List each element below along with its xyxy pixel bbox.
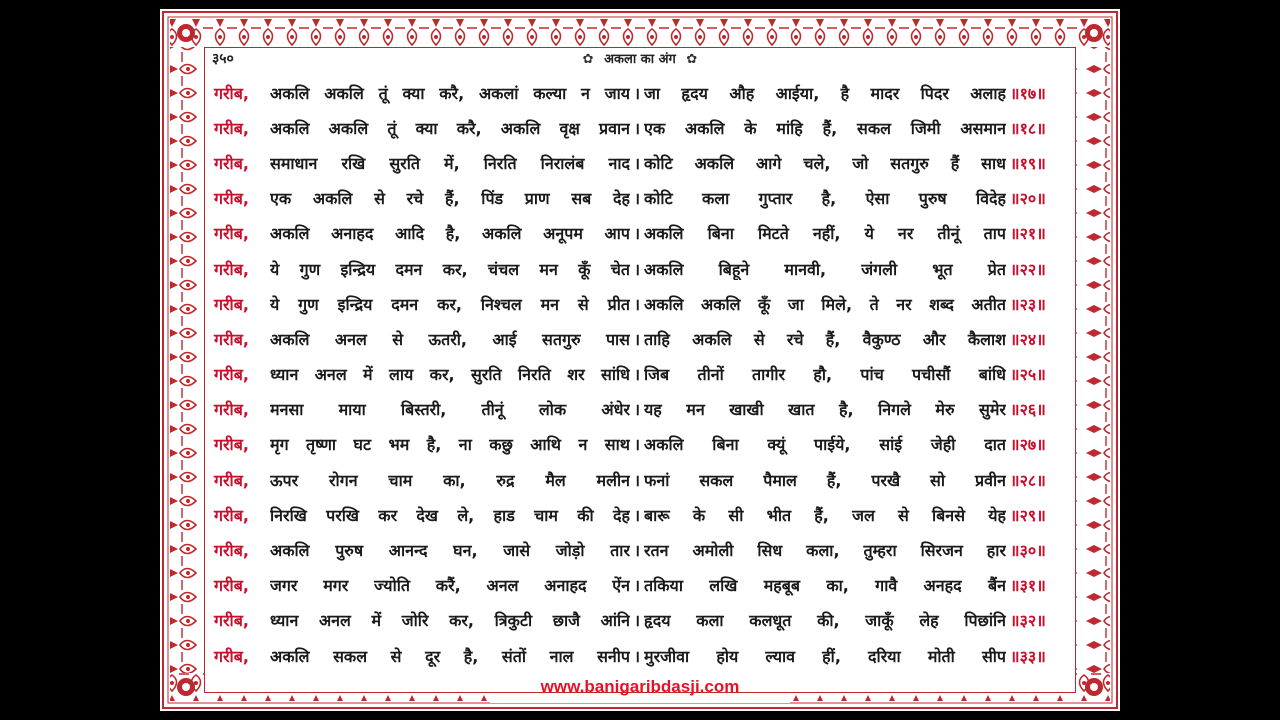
verse-second-half: हृदय कला कलधूत की, जाकूँ लेह पिछांनि xyxy=(644,611,1006,631)
verse-row xyxy=(214,75,1070,110)
verse-second-half: यह मन खाखी खात है, निगले मेरु सुमेर xyxy=(644,400,1006,420)
verse-row xyxy=(214,251,1070,286)
verse-second-half: जा हृदय औह आईया, है मादर पिदर अलाह xyxy=(644,83,1006,103)
verse-poet: गरीब, xyxy=(214,189,249,209)
verse-number: ॥१८॥ xyxy=(1010,118,1046,138)
verse-first-half: ध्यान अनल में लाय कर, सुरति निरति शर सांधि xyxy=(270,365,630,385)
verse-first-half: ऊपर रोगन चाम का, रुद्र मैल मलीन xyxy=(270,470,630,490)
verse-first-half: एक अकलि से रचे हैं, पिंड प्राण सब देह xyxy=(270,189,630,209)
verse-number: ॥२३॥ xyxy=(1010,294,1046,314)
verse-number: ॥२५॥ xyxy=(1010,365,1046,385)
verse-second-half: मुरजीवा होय ल्याव हीं, दरिया मोती सीप xyxy=(644,646,1006,666)
verse-second-half: फनां सकल पैमाल हैं, परखै सो प्रवीन xyxy=(644,470,1006,490)
verse-second-half: अकलि अकलि कूँ जा मिले, ते नर शब्द अतीत xyxy=(644,294,1006,314)
verse-poet: गरीब, xyxy=(214,118,249,138)
verse-second-half: अकलि बिना क्यूं पाईये, सांई जेही दात xyxy=(644,435,1006,455)
verse-first-half: निरखि परखि कर देख ले, हाड चाम की देह xyxy=(270,505,630,525)
verse-separator: । xyxy=(633,224,641,244)
verse-second-half: बारू के सी भीत हैं, जल से बिनसे येह xyxy=(644,505,1006,525)
verse-poet: गरीब, xyxy=(214,505,249,525)
verse-separator: । xyxy=(633,576,641,596)
website-url[interactable]: www.banigaribdasji.com xyxy=(540,677,740,696)
verse-first-half: समाधान रखि सुरति में, निरति निरालंब नाद xyxy=(270,153,630,173)
verse-poet: गरीब, xyxy=(214,83,249,103)
verse-number: ॥१७॥ xyxy=(1010,83,1046,103)
verse-second-half: रतन अमोली सिध कला, तुम्हरा सिरजन हार xyxy=(644,541,1006,561)
verse-row xyxy=(214,286,1070,321)
verse-row xyxy=(214,532,1070,567)
verse-poet: गरीब, xyxy=(214,611,249,631)
verse-poet: गरीब, xyxy=(214,400,249,420)
scripture-page xyxy=(160,9,1120,711)
chapter-title-text: अकला का अंग xyxy=(604,52,676,67)
verse-second-half: एक अकलि के मांहि हैं, सकल जिमी असमान xyxy=(644,118,1006,138)
verse-first-half: मृग तृष्णा घट भम है, ना कछु आथि न साथ xyxy=(270,435,630,455)
verse-separator: । xyxy=(633,611,641,631)
verse-row xyxy=(214,427,1070,462)
verse-row xyxy=(214,392,1070,427)
verse-row xyxy=(214,110,1070,145)
verse-first-half: अकलि अनाहद आदि है, अकलि अनूपम आप xyxy=(270,224,630,244)
verse-number: ॥२०॥ xyxy=(1010,189,1046,209)
verse-separator: । xyxy=(633,541,641,561)
verse-separator: । xyxy=(633,505,641,525)
verse-first-half: अकलि अनल से ऊतरी, आई सतगुरु पास xyxy=(270,329,630,349)
verse-separator: । xyxy=(633,400,641,420)
verse-poet: गरीब, xyxy=(214,646,249,666)
verse-first-half: ध्यान अनल में जोरि कर, त्रिकुटी छाजै आंनि xyxy=(270,611,630,631)
verse-row xyxy=(214,462,1070,497)
verse-first-half: मनसा माया बिस्तरी, तीनूं लोक अंधेर xyxy=(270,400,630,420)
verse-first-half: अकलि सकल से दूर है, संतों नाल सनीप xyxy=(270,646,630,666)
verse-first-half: अकलि पुरुष आनन्द घन, जासे जोड़ो तार xyxy=(270,541,630,561)
verse-separator: । xyxy=(633,646,641,666)
verse-poet: गरीब, xyxy=(214,153,249,173)
verse-row xyxy=(214,181,1070,216)
verse-poet: गरीब, xyxy=(214,470,249,490)
verse-poet: गरीब, xyxy=(214,541,249,561)
verse-first-half: ये गुण इन्द्रिय दमन कर, निश्चल मन से प्रीत xyxy=(270,294,630,314)
verse-first-half: अकलि अकलि तूं क्या करै, अकलि वृक्ष प्रवान xyxy=(270,118,630,138)
verse-poet: गरीब, xyxy=(214,365,249,385)
verse-poet: गरीब, xyxy=(214,224,249,244)
verse-separator: । xyxy=(633,153,641,173)
verse-number: ॥२८॥ xyxy=(1010,470,1046,490)
verse-row xyxy=(214,321,1070,356)
verse-separator: । xyxy=(633,259,641,279)
verse-separator: । xyxy=(633,118,641,138)
page-number: ३५० xyxy=(212,51,234,67)
verse-first-half: ये गुण इन्द्रिय दमन कर, चंचल मन कूँ चेत xyxy=(270,259,630,279)
chapter-title xyxy=(160,49,1120,67)
verse-separator: । xyxy=(633,329,641,349)
verse-poet: गरीब, xyxy=(214,294,249,314)
verse-second-half: ताहि अकलि से रचे हैं, वैकुण्ठ और कैलाश xyxy=(644,329,1006,349)
verse-second-half: कोटि कला गुप्तार है, ऐसा पुरुष विदेह xyxy=(644,189,1006,209)
verse-row xyxy=(214,497,1070,532)
verse-number: ॥१९॥ xyxy=(1010,153,1046,173)
verse-number: ॥२१॥ xyxy=(1010,224,1046,244)
verse-first-half: अकलि अकलि तूं क्या करै, अकलां कल्या न जाय xyxy=(270,83,630,103)
verse-row xyxy=(214,638,1070,673)
verse-second-half: कोटि अकलि आगे चले, जो सतगुरु हैं साध xyxy=(644,153,1006,173)
verse-row xyxy=(214,145,1070,180)
verse-second-half: अकलि बिना मिटते नहीं, ये नर तीनूं ताप xyxy=(644,224,1006,244)
verse-first-half: जगर मगर ज्योति करैं, अनल अनाहद ऐंन xyxy=(270,576,630,596)
verse-number: ॥३०॥ xyxy=(1010,541,1046,561)
verse-row xyxy=(214,568,1070,603)
ornament-right-icon: ✿ xyxy=(686,52,698,67)
verse-number: ॥३३॥ xyxy=(1010,646,1046,666)
verse-number: ॥२७॥ xyxy=(1010,435,1046,455)
verse-number: ॥२६॥ xyxy=(1010,400,1046,420)
verse-row xyxy=(214,603,1070,638)
verse-number: ॥२९॥ xyxy=(1010,505,1046,525)
verse-poet: गरीब, xyxy=(214,259,249,279)
verse-list xyxy=(214,75,1070,673)
verse-separator: । xyxy=(633,365,641,385)
verse-separator: । xyxy=(633,189,641,209)
verse-separator: । xyxy=(633,435,641,455)
verse-poet: गरीब, xyxy=(214,435,249,455)
verse-number: ॥३२॥ xyxy=(1010,611,1046,631)
verse-second-half: तकिया लखि महबूब का, गावै अनहद बैंन xyxy=(644,576,1006,596)
verse-second-half: अकलि बिहूने मानवी, जंगली भूत प्रेत xyxy=(644,259,1006,279)
verse-number: ॥३१॥ xyxy=(1010,576,1046,596)
verse-second-half: जिब तीनों तागीर हौ, पांच पचीसौं बांधि xyxy=(644,365,1006,385)
verse-poet: गरीब, xyxy=(214,576,249,596)
verse-number: ॥२४॥ xyxy=(1010,329,1046,349)
verse-separator: । xyxy=(633,83,641,103)
verse-separator: । xyxy=(633,294,641,314)
verse-number: ॥२२॥ xyxy=(1010,259,1046,279)
ornament-left-icon: ✿ xyxy=(582,52,594,67)
verse-poet: गरीब, xyxy=(214,329,249,349)
verse-separator: । xyxy=(633,470,641,490)
verse-row xyxy=(214,216,1070,251)
verse-row xyxy=(214,357,1070,392)
